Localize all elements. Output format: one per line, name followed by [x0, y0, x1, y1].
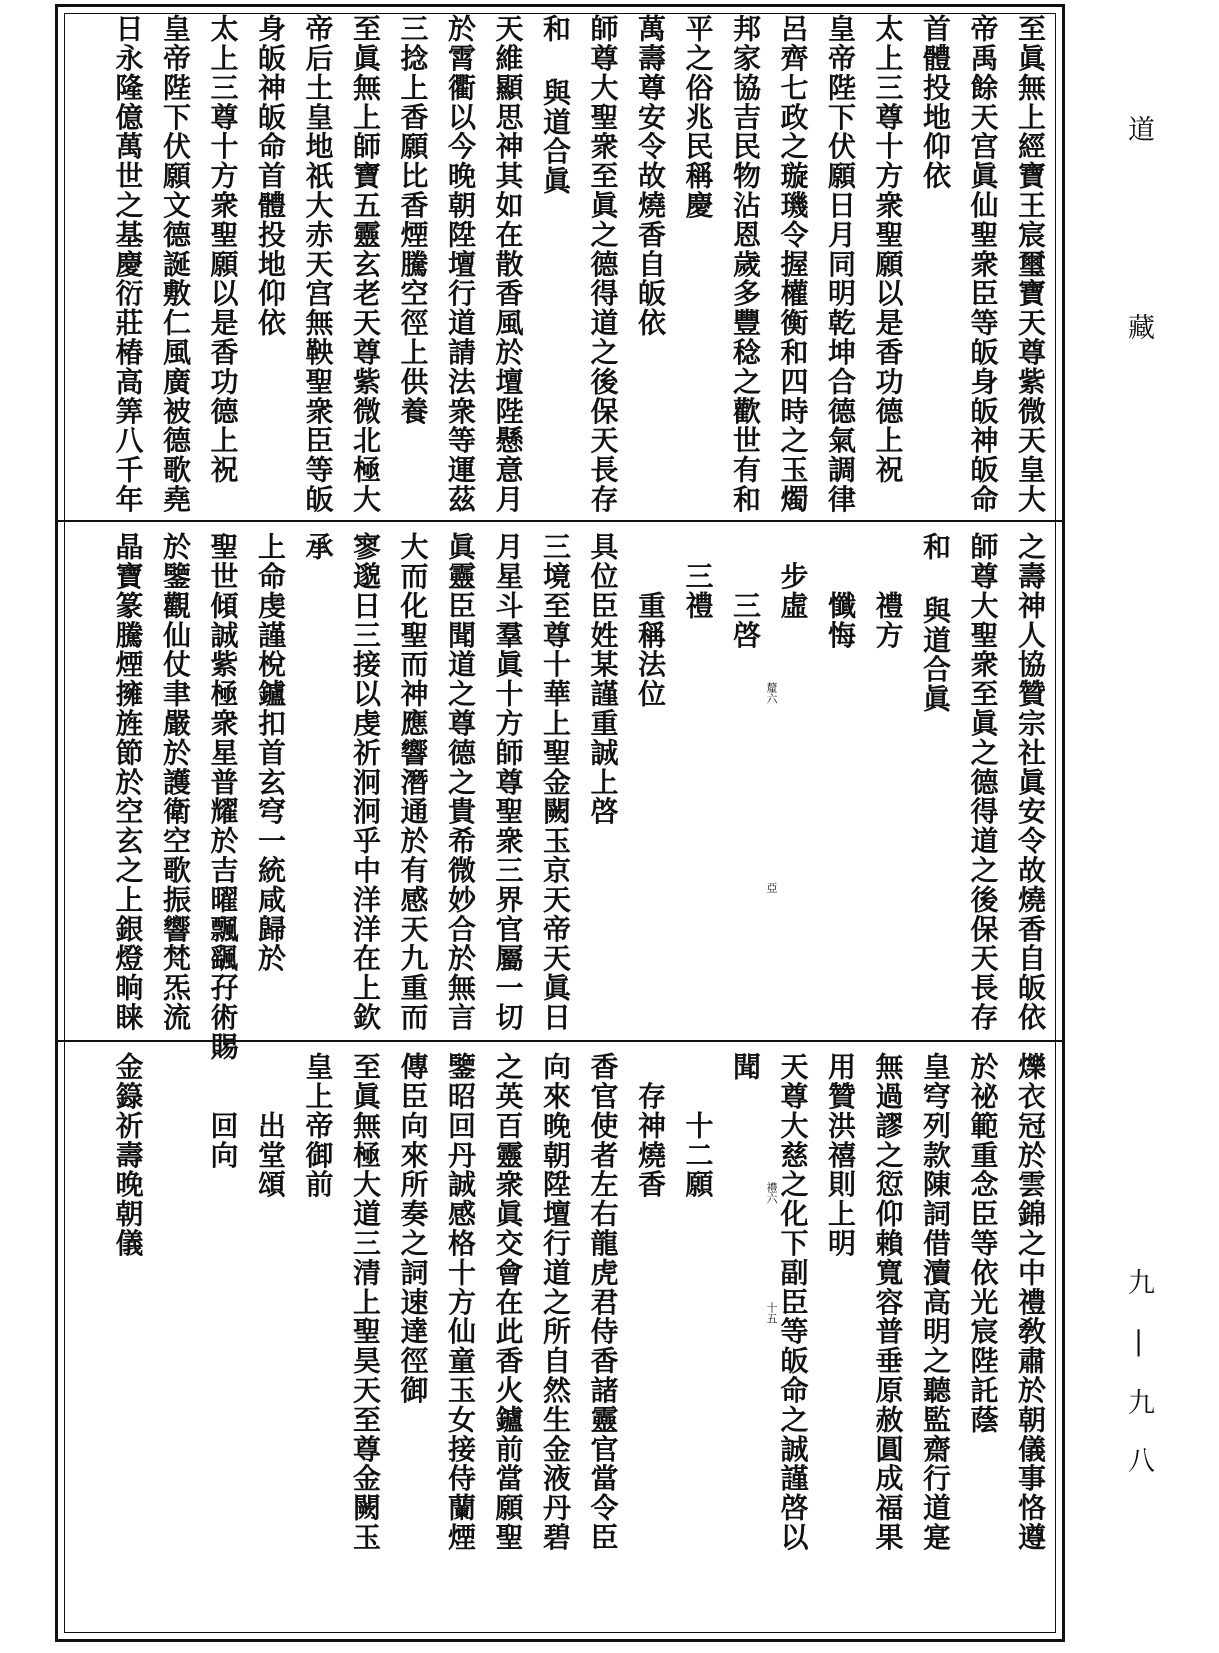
text-column: 之英百靈衆眞交會在此香火鑪前當願聖	[491, 1052, 525, 1552]
text-column: 三啓	[729, 532, 762, 650]
text-column: 至眞無上經寶王宸璽寶天尊紫微天皇大	[1014, 14, 1047, 514]
text-column: 承	[301, 532, 335, 562]
text-column: 日永隆億萬世之基慶衍莊椿高筭八千年	[111, 14, 145, 514]
text-column: 皇穹列款陳詞借瀆高明之聽監齋行道寔	[919, 1052, 952, 1552]
text-column: 三禮	[681, 532, 715, 621]
text-column: 帝禹餘天宫眞仙聖衆臣等皈身皈神皈命	[966, 14, 1000, 514]
text-column: 鑒昭回丹誠感格十方仙童玉女接侍蘭煙	[444, 1052, 477, 1552]
text-column: 晶寶篆騰煙擁旌節於空玄之上銀燈晌睐	[111, 532, 145, 1032]
margin-note: 禮六	[765, 1182, 778, 1204]
text-column: 帝后土皇地祇大赤天宫無鞅聖衆臣等皈	[301, 14, 335, 514]
text-column: 用贊洪禧則上明	[824, 1052, 857, 1258]
panel-top	[75, 14, 1050, 514]
text-column: 傳臣向來所奏之詞速達徑御	[396, 1052, 430, 1405]
text-column: 首體投地仰依	[919, 14, 952, 191]
text-column: 和 與道合眞	[919, 532, 952, 714]
text-column: 和 與道合眞	[539, 14, 572, 196]
text-column: 重稱法位	[634, 532, 667, 709]
text-column: 上命虔謹梲鑪扣首玄穹一統咸歸於	[254, 532, 287, 973]
text-column: 懺悔	[824, 532, 857, 650]
text-column: 平之俗兆民稱慶	[681, 14, 715, 220]
text-column: 天維顯思神其如在散香風於壇陛懸意月	[491, 14, 525, 514]
text-column: 至眞無上師寶五靈玄老天尊紫微北極大	[349, 14, 382, 514]
text-column: 禮方	[871, 532, 905, 650]
text-column: 皇帝陛下伏願日月同明乾坤合德氣調律	[824, 14, 857, 514]
text-column: 三捻上香願比香煙騰空徑上供養	[396, 14, 430, 426]
margin-page-number: 九 | 九 八	[1123, 1268, 1154, 1473]
text-column: 香官使者左右龍虎君侍香諸靈官當令臣	[586, 1052, 620, 1552]
text-column: 金籙祈壽晚朝儀	[111, 1052, 145, 1258]
margin-note: 十五	[765, 1302, 778, 1324]
text-column: 身皈神皈命首體投地仰依	[254, 14, 287, 338]
text-column: 之壽神人協贊宗社眞安令故燒香自皈依	[1014, 532, 1047, 1032]
text-column: 大而化聖而神應響潛通於有感天九重而	[396, 532, 430, 1032]
text-column: 太上三尊十方衆聖願以是香功德上祝	[206, 14, 240, 485]
text-column: 師尊大聖衆至眞之德得道之後保天長存	[966, 532, 1000, 1032]
text-column: 向來晚朝陞壇行道之所自然生金液丹碧	[539, 1052, 572, 1552]
panel-divider	[55, 520, 1065, 522]
panel-middle	[75, 532, 1050, 1062]
text-column: 皇上帝御前	[301, 1052, 335, 1199]
text-column: 回向	[206, 1052, 240, 1170]
text-column: 至眞無極大道三清上聖昊天至尊金闕玉	[349, 1052, 382, 1552]
text-column: 天尊大慈之化下副臣等皈命之誠謹啓以	[776, 1052, 810, 1552]
text-column: 十二願	[681, 1052, 715, 1199]
text-column: 具位臣姓某謹重誠上啓	[586, 532, 620, 826]
text-column: 三境至尊十華上聖金闕玉京天帝天眞日	[539, 532, 572, 1032]
text-column: 呂齊七政之璇璣令握權衡和四時之玉燭	[776, 14, 810, 514]
text-column: 爍衣冠於雲錦之中禮敎肅於朝儀事恪遵	[1014, 1052, 1047, 1552]
text-column: 師尊大聖衆至眞之德得道之後保天長存	[586, 14, 620, 514]
text-column: 萬壽尊安令故燒香自皈依	[634, 14, 667, 338]
margin-note: 亞	[765, 882, 778, 893]
text-column: 於霄衢以今晚朝陞壇行道請法衆等運茲	[444, 14, 477, 514]
panel-bottom	[75, 1052, 1050, 1630]
margin-volume-title: 道 藏	[1123, 115, 1154, 410]
text-column: 眞靈臣聞道之尊德之貴希微妙合於無言	[444, 532, 477, 1032]
text-column: 太上三尊十方衆聖願以是香功德上祝	[871, 14, 905, 485]
text-column: 皇帝陛下伏願文德誕敷仁風廣被德歌堯	[159, 14, 192, 514]
text-column: 出堂頌	[254, 1052, 287, 1199]
text-column: 無過謬之愆仰賴寬容普垂原赦圓成福果	[871, 1052, 905, 1552]
text-column: 於祕範重念臣等依光宸陛託蔭	[966, 1052, 1000, 1435]
text-column: 存神燒香	[634, 1052, 667, 1199]
text-column: 寥邈日三接以虔祈泂泂乎中洋洋在上欽	[349, 532, 382, 1032]
text-column: 聞	[729, 1052, 762, 1082]
text-column: 月星斗羣眞十方師尊聖衆三界官屬一切	[491, 532, 525, 1032]
text-column: 聖世傾誠紫極衆星普耀於吉曜飄颻孖術賜	[206, 532, 240, 1062]
text-column: 邦家協吉民物沾恩歲多豐稔之歡世有和	[729, 14, 762, 514]
text-column: 於鑒觀仙仗聿嚴於護衛空歌振響梵炁流	[159, 532, 192, 1032]
text-column: 步虛	[776, 532, 810, 621]
margin-note: 釐六	[765, 682, 778, 704]
